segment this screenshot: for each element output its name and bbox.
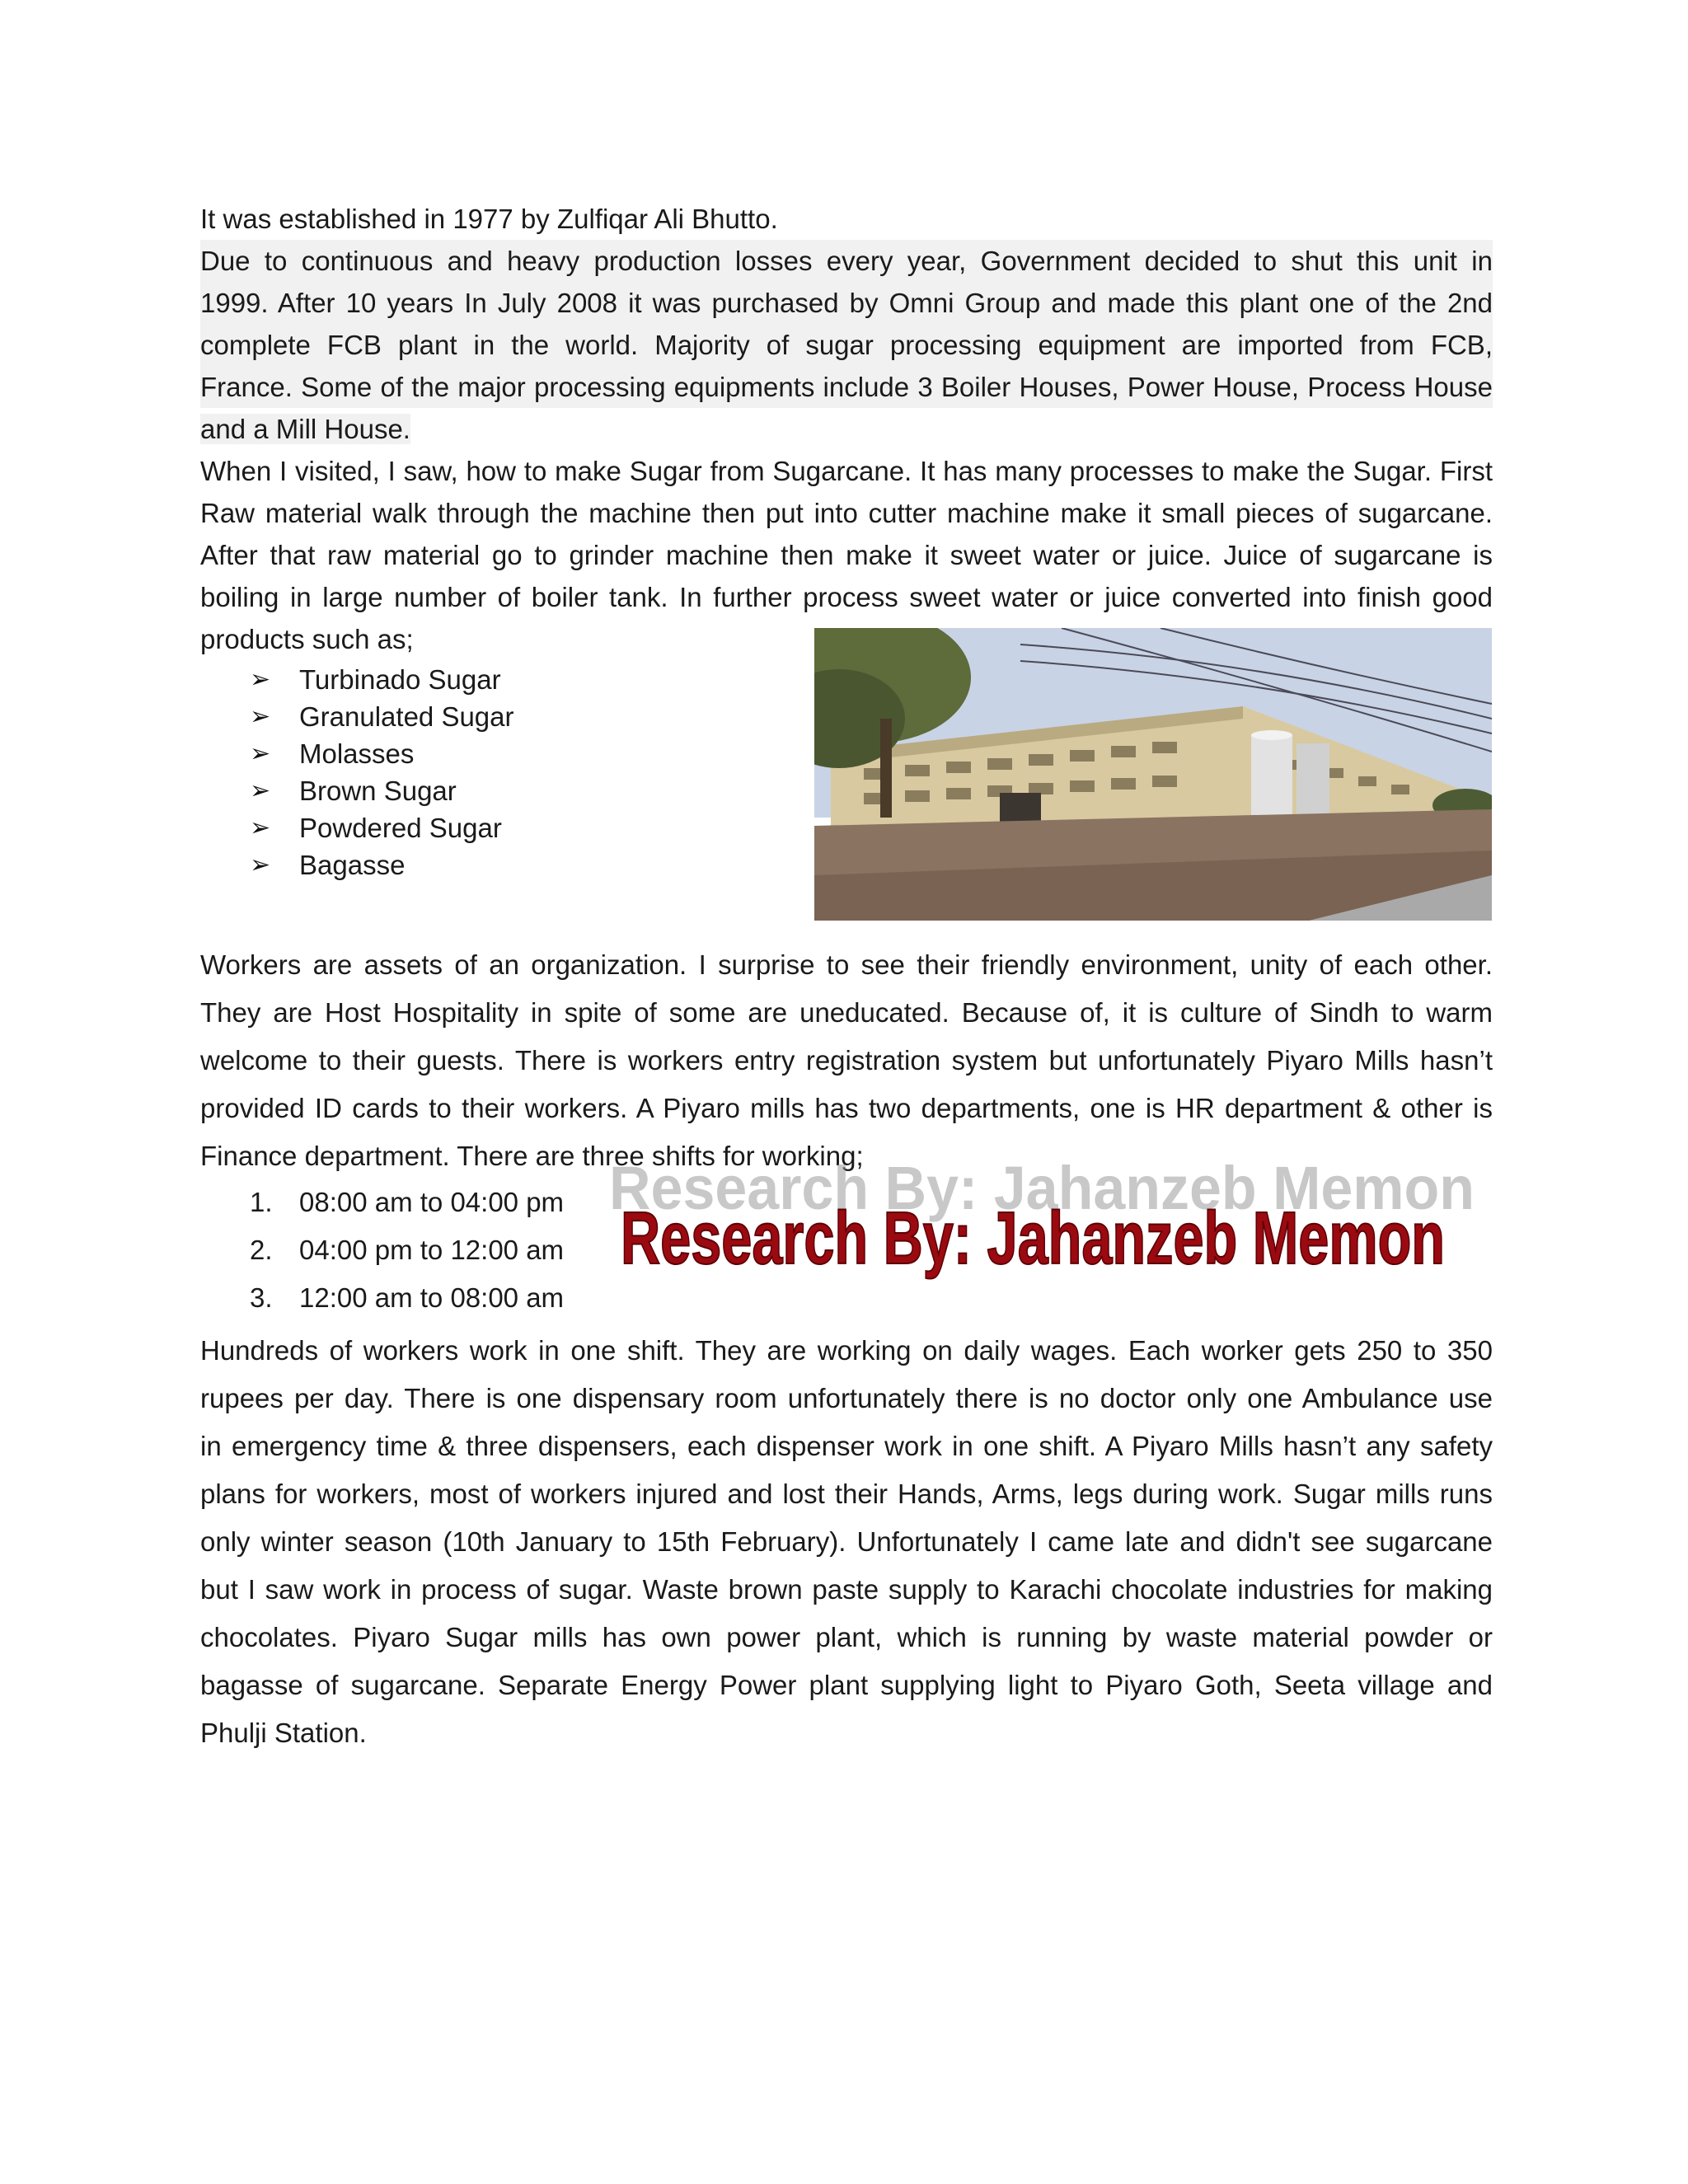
closing-line: bagasse of sugarcane. Separate Energy Power plant supplying light to Piyaro Goth, Seeta village and <box>200 1670 1493 1700</box>
shift-time: 12:00 am to 08:00 am <box>299 1282 565 1313</box>
closing-section <box>200 1327 1493 1757</box>
intro-line: It was established in 1977 by Zulfiqar Ali Bhutto. <box>200 204 778 234</box>
list-item: ➢ Brown Sugar <box>250 772 514 809</box>
closing-line: only winter season (10th January to 15th February). Unfortunately I came late and didn't see sugarcane <box>200 1526 1493 1557</box>
process-line: boiling in large number of boiler tank. In further process sweet water or juice converted into finish good <box>200 582 1493 612</box>
closing-line: in emergency time & three dispensers, each dispenser work in one shift. A Piyaro Mills hasn’t any safety <box>200 1431 1493 1461</box>
intro-section <box>200 198 1493 660</box>
closing-line: but I saw work in process of sugar. Waste brown paste supply to Karachi chocolate industries for making <box>200 1574 1493 1605</box>
history-line: complete FCB plant in the world. Majority of sugar processing equipment are imported from FCB, <box>200 324 1493 366</box>
list-item: ➢ Turbinado Sugar <box>250 661 514 698</box>
list-item <box>200 1179 564 1226</box>
workers-line: Finance department. There are three shifts for working; <box>200 1141 864 1171</box>
closing-line: rupees per day. There is one dispensary room unfortunately there is no doctor only one Ambulance use <box>200 1383 1493 1413</box>
closing-line: Hundreds of workers work in one shift. They are working on daily wages. Each worker gets 250 to 350 <box>200 1335 1493 1366</box>
list-item: ➢ Molasses <box>250 735 514 772</box>
workers-section <box>200 941 1493 1180</box>
list-number: 3. <box>250 1282 273 1313</box>
arrowhead-bullet-icon: ➢ <box>250 703 271 730</box>
list-item <box>200 1274 564 1322</box>
watermark-shadow-text: Research By: Jahanzeb Memon <box>609 1158 1475 1222</box>
arrowhead-bullet-icon: ➢ <box>250 814 271 841</box>
shift-time: 08:00 am to 04:00 pm <box>299 1187 565 1217</box>
closing-line: plans for workers, most of workers injured and lost their Hands, Arms, legs during work. Sugar mills runs <box>200 1479 1493 1509</box>
arrowhead-bullet-icon: ➢ <box>250 851 271 879</box>
process-line: Raw material walk through the machine then put into cutter machine make it small pieces of sugarcane. <box>200 498 1493 528</box>
arrowhead-bullet-icon: ➢ <box>250 666 271 693</box>
history-line: and a Mill House. <box>200 414 410 444</box>
history-line: 1999. After 10 years In July 2008 it was purchased by Omni Group and made this plant one of the 2nd <box>200 282 1493 324</box>
process-line: products such as; <box>200 624 414 654</box>
list-item <box>200 1226 564 1274</box>
products-list <box>250 661 514 883</box>
list-number: 1. <box>250 1187 273 1217</box>
list-item: ➢ Bagasse <box>250 846 514 883</box>
arrowhead-bullet-icon: ➢ <box>250 740 271 767</box>
history-line: France. Some of the major processing equipments include 3 Boiler Houses, Power House, Process House <box>200 366 1493 408</box>
closing-line: chocolates. Piyaro Sugar mills has own power plant, which is running by waste material powder or <box>200 1622 1493 1652</box>
list-item: ➢ Powdered Sugar <box>250 809 514 846</box>
list-item: ➢ Granulated Sugar <box>250 698 514 735</box>
process-line: When I visited, I saw, how to make Sugar from Sugarcane. It has many processes to make the Sugar. First <box>200 456 1493 486</box>
workers-line: They are Host Hospitality in spite of some are uneducated. Because of, it is culture of Sindh to warm <box>200 997 1493 1028</box>
workers-line: Workers are assets of an organization. I surprise to see their friendly environment, unity of each other. <box>200 949 1493 980</box>
watermark-main-text: Research By: Jahanzeb Memon <box>621 1197 1445 1280</box>
process-line: After that raw material go to grinder machine then make it sweet water or juice. Juice of sugarcane is <box>200 540 1493 570</box>
workers-line: welcome to their guests. There is workers entry registration system but unfortunately Piyaro Mills hasn’t <box>200 1045 1493 1076</box>
closing-line: Phulji Station. <box>200 1718 367 1748</box>
arrowhead-bullet-icon: ➢ <box>250 777 271 804</box>
workers-line: provided ID cards to their workers. A Piyaro mills has two departments, one is HR department & other is <box>200 1093 1493 1123</box>
shifts-list <box>200 1179 564 1322</box>
sugar-mill-photo <box>814 628 1492 921</box>
list-number: 2. <box>250 1235 273 1265</box>
history-line: Due to continuous and heavy production losses every year, Government decided to shut this unit in <box>200 240 1493 282</box>
research-watermark <box>604 1158 1494 1290</box>
shift-time: 04:00 pm to 12:00 am <box>299 1235 565 1265</box>
